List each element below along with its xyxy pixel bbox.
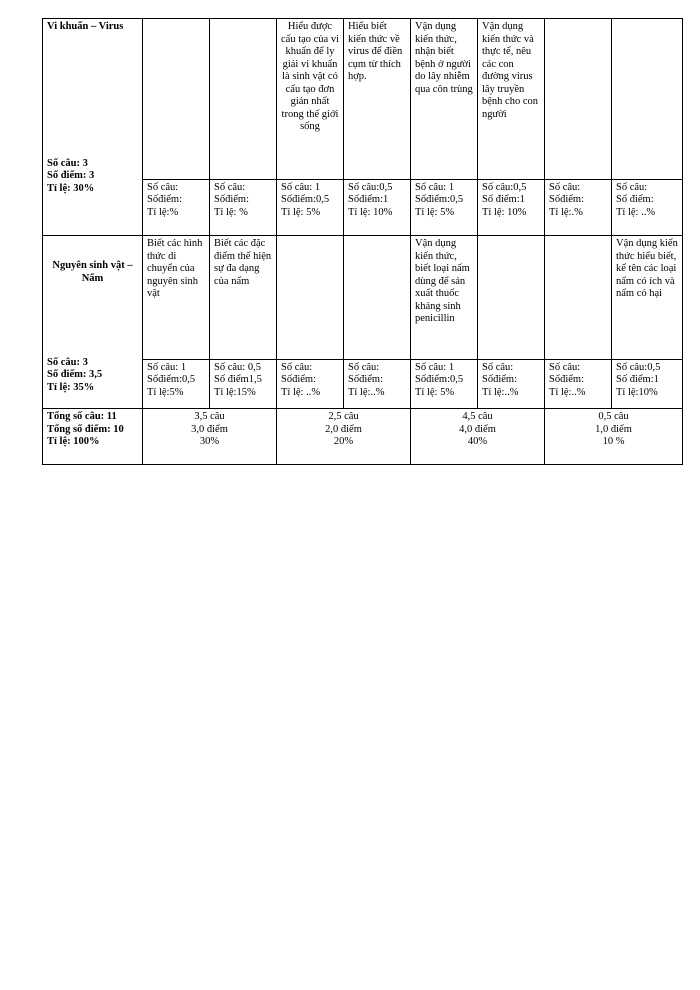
description-cell [344, 236, 411, 360]
assessment-matrix-table [42, 18, 683, 465]
description-cell: Hiểu biết kiến thức về virus để điền cụm từ thích hợp. [344, 19, 411, 180]
topic-row-fungi [43, 236, 683, 360]
stat-cell: Số câu: Sốđiểm: Tỉ lệ:% [143, 179, 210, 235]
stat-cell: Số câu:0,5 Số điểm:1 Tỉ lệ: 10% [478, 179, 545, 235]
stat-cell: Số câu: Sốđiểm: Tỉ lệ:..% [344, 359, 411, 408]
description-cell: Hiểu được cấu tạo của vi khuẩn để ly giải vi khuẩn là sinh vật có cấu tạo đơn giản nhất trong thế giới sống [277, 19, 344, 180]
description-cell: Biết các đặc điểm thể hiện sự đa dạng của nấm [210, 236, 277, 360]
topic-ti-le: Tỉ lệ: 35% [47, 381, 95, 393]
totals-label-cell: Tổng số câu: 11 Tổng số điểm: 10 Tỉ lệ: 100% [43, 409, 143, 465]
stat-cell: Số câu: Sốđiểm: Tỉ lệ: ..% [277, 359, 344, 408]
stat-cell: Số câu: Sốđiểm: Tỉ lệ:..% [478, 359, 545, 408]
description-cell: Vận dụng kiến thức, nhận biết bệnh ở người do lây nhiễm qua côn trùng [411, 19, 478, 180]
description-cell: Vận dụng kiến thức hiểu biết, kể tên các loại nấm có ích và nấm có hại [612, 236, 683, 360]
topic-so-cau: Số câu: 3 [47, 356, 88, 368]
totals-row [43, 409, 683, 465]
total-group-cell: 4,5 câu 4,0 điểm 40% [411, 409, 545, 465]
description-cell [143, 19, 210, 180]
total-group-cell: 2,5 câu 2,0 điểm 20% [277, 409, 411, 465]
description-cell: Vận dụng kiến thức và thực tế, nêu các con đường virus lây truyền bệnh cho con người [478, 19, 545, 180]
description-cell [277, 236, 344, 360]
total-group-cell: 3,5 câu 3,0 điểm 30% [143, 409, 277, 465]
stat-cell: Số câu: 1 Sốđiểm:0,5 Tỉ lệ:5% [143, 359, 210, 408]
description-cell [478, 236, 545, 360]
stat-cell: Số câu: Sốđiểm: Tỉ lệ:.% [545, 179, 612, 235]
stat-cell: Số câu: 1 Sốđiểm:0,5 Tỉ lệ: 5% [277, 179, 344, 235]
topic-row-virus [43, 19, 683, 180]
description-cell [210, 19, 277, 180]
stat-cell: Số câu: Sốđiểm: Tỉ lệ: % [210, 179, 277, 235]
description-cell [545, 19, 612, 180]
topic-so-diem: Số điểm: 3,5 [47, 369, 103, 380]
description-cell [545, 236, 612, 360]
description-cell [612, 19, 683, 180]
stat-cell: Số câu: 1 Sốđiểm:0,5 Tỉ lệ: 5% [411, 179, 478, 235]
description-cell: Biết các hình thức di chuyển của nguyên sinh vật [143, 236, 210, 360]
stat-cell: Số câu: Sốđiểm: Tỉ lệ:..% [545, 359, 612, 408]
stat-cell: Số câu: Số điểm: Tỉ lệ: ..% [612, 179, 683, 235]
topic-so-diem: Số điểm: 3 [47, 170, 95, 181]
stat-cell: Số câu: 0,5 Số điểm1,5 Tỉ lệ:15% [210, 359, 277, 408]
topic-cell-fungi [43, 236, 143, 409]
topic-name: Vi khuẩn – Virus [47, 21, 124, 32]
topic-cell-virus [43, 19, 143, 236]
topic-ti-le: Tỉ lệ: 30% [47, 182, 95, 194]
topic-name: Nguyên sinh vật – Nấm [52, 260, 133, 284]
stat-cell: Số câu:0,5 Sốđiểm:1 Tỉ lệ: 10% [344, 179, 411, 235]
topic-so-cau: Số câu: 3 [47, 157, 88, 169]
stat-cell: Số câu: 1 Sốđiểm:0,5 Tỉ lệ: 5% [411, 359, 478, 408]
stat-cell: Số câu:0,5 Số điểm:1 Tỉ lệ:10% [612, 359, 683, 408]
total-group-cell: 0,5 câu 1,0 điểm 10 % [545, 409, 683, 465]
description-cell: Vận dụng kiến thức, biết loại nấm dùng để sản xuất thuốc kháng sinh penicillin [411, 236, 478, 360]
